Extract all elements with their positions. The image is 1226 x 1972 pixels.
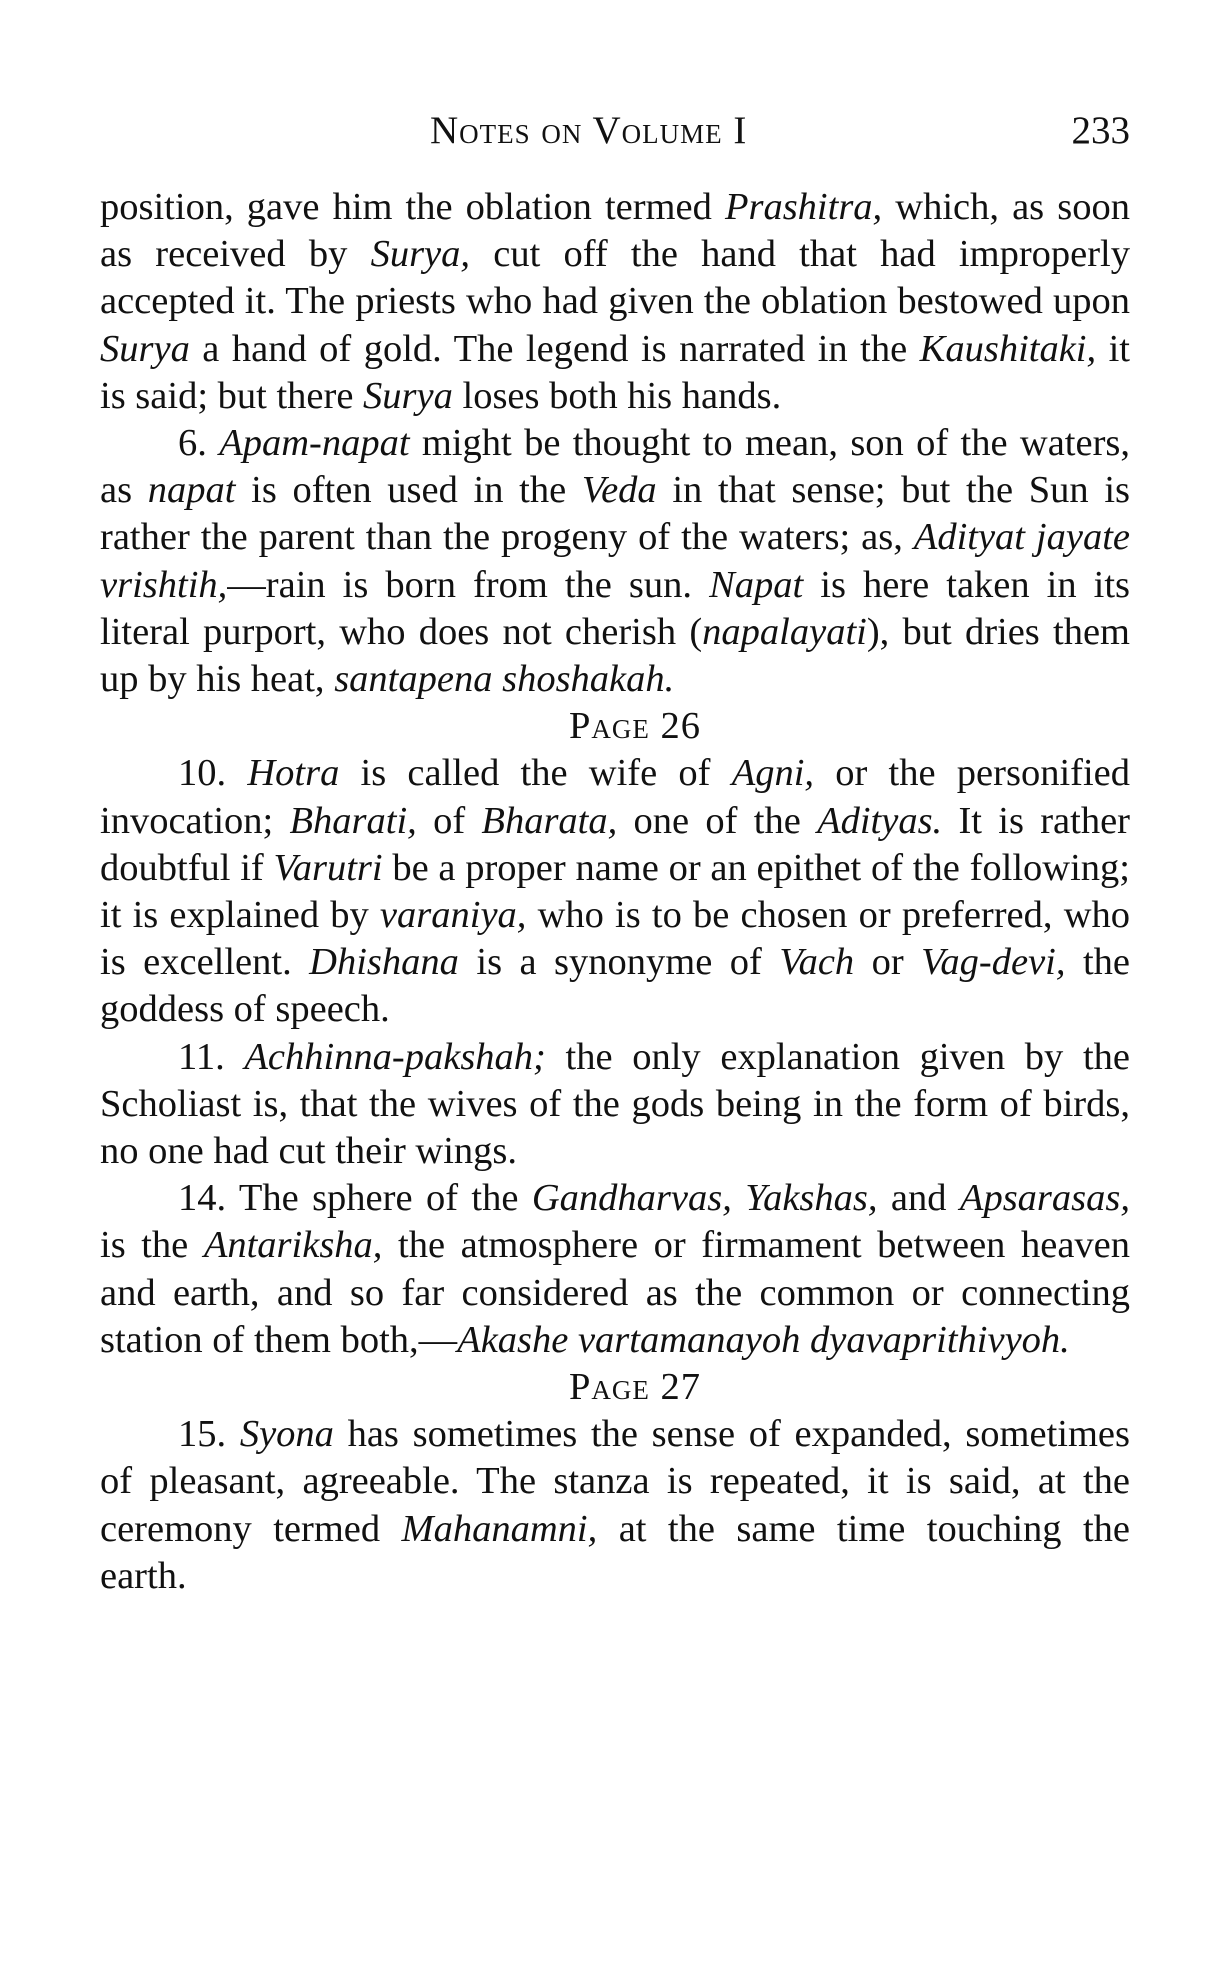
text-run: of xyxy=(416,799,482,842)
text-run: the only explanation given by the Scholiast is, that the wives of the gods being in the form of birds, no one had cut their wings. xyxy=(100,1035,1130,1173)
text-run: or the personified invocation; xyxy=(100,752,1130,842)
italic-run: Vag-devi, xyxy=(921,941,1066,984)
italic-run: Surya xyxy=(363,374,453,417)
text-run: position, gave him the oblation termed xyxy=(100,186,725,228)
text-run: might be thought to mean, son of the waters, as xyxy=(100,422,1131,512)
italic-run: napat xyxy=(147,469,236,512)
italic-run: Apsarasas, xyxy=(959,1177,1130,1220)
italic-run: Adityat jayate vrishtih, xyxy=(100,516,1130,606)
italic-run: santapena shoshakah. xyxy=(334,658,675,701)
text-run: is here taken in its literal purport, who does not cherish ( xyxy=(100,563,1131,653)
note-14 xyxy=(100,1175,1130,1364)
italic-run: Varutri xyxy=(273,846,383,889)
page-heading-26: Page 26 xyxy=(568,705,702,748)
text-run: has sometimes the sense of expanded, sometimes of pleasant, agreeable. The stanza is repeated, it is said, at the ceremony termed xyxy=(100,1413,1130,1550)
italic-run: Akashe vartamanayoh dyavaprithivyoh. xyxy=(457,1318,1070,1361)
note-15 xyxy=(100,1411,1130,1600)
note-10 xyxy=(100,750,1130,1033)
running-title: Notes on Volume I xyxy=(430,109,748,152)
text-run: 14. The sphere of the xyxy=(178,1177,532,1220)
book-page xyxy=(100,108,1130,1600)
italic-run: Bharata, xyxy=(481,799,618,842)
italic-run: Gandharvas, Yakshas, xyxy=(531,1177,878,1220)
text-run: a hand of gold. The legend is narrated in the xyxy=(189,327,920,370)
italic-run: Surya, xyxy=(370,233,471,276)
body-text xyxy=(100,184,1130,1600)
italic-run: varaniya, xyxy=(379,894,527,937)
text-run: one of the xyxy=(617,799,818,842)
italic-run: Agni, xyxy=(731,752,815,795)
text-run: or xyxy=(854,941,922,984)
text-run: in that sense; but the Sun is rather the parent than the progeny of the waters; as, xyxy=(100,469,1130,559)
text-run: is called the wife of xyxy=(339,752,732,795)
italic-run: Dhishana xyxy=(309,941,459,984)
text-run: 6. xyxy=(178,422,220,465)
italic-run: Mahanamni, xyxy=(401,1507,598,1550)
text-run: is often used in the xyxy=(235,469,582,512)
page-heading-27: Page 27 xyxy=(568,1366,702,1409)
text-run: the goddess of speech. xyxy=(100,941,1130,1031)
italic-run: Napat xyxy=(709,563,804,606)
italic-run: Syona xyxy=(239,1413,334,1456)
text-run: is a synonyme of xyxy=(458,941,780,984)
italic-run: Bharati, xyxy=(289,799,417,842)
text-run: be a proper name or an epithet of the following; it is explained by xyxy=(100,846,1130,937)
italic-run: Prashitra, xyxy=(724,186,883,228)
italic-run: Adityas. xyxy=(817,799,943,842)
text-run: 11. xyxy=(178,1035,245,1078)
italic-run: napalayati xyxy=(702,610,867,653)
text-run: It is rather doubtful if xyxy=(100,799,1130,889)
text-run: 10. xyxy=(178,752,248,795)
paragraph-continued xyxy=(100,184,1130,420)
text-run: and xyxy=(877,1177,960,1220)
italic-run: Veda xyxy=(581,469,657,512)
text-run: ), but dries them up by his heat, xyxy=(100,610,1130,701)
text-run: 15. xyxy=(178,1413,240,1456)
italic-run: Surya xyxy=(100,327,190,370)
note-11 xyxy=(100,1034,1130,1176)
text-run: is the xyxy=(100,1224,204,1267)
text-run: loses both his hands. xyxy=(452,374,782,417)
text-run: at the same time touching the earth. xyxy=(100,1507,1130,1597)
text-run: the atmosphere or firmament between heaven and earth, and so far considered as the common or connecting station of them both,— xyxy=(100,1224,1130,1361)
text-run: who is to be chosen or preferred, who is excellent. xyxy=(100,894,1130,984)
italic-run: Kaushitaki, xyxy=(919,327,1097,370)
text-run: —rain is born from the sun. xyxy=(227,563,710,606)
text-run: which, as soon as received by xyxy=(100,186,1130,276)
text-run: it is said; but there xyxy=(100,327,1130,417)
italic-run: Achhinna-pakshah; xyxy=(244,1035,546,1078)
note-6 xyxy=(100,420,1130,703)
running-head xyxy=(100,108,1130,168)
page-number: 233 xyxy=(1071,109,1130,152)
text-run: cut off the hand that had improperly accepted it. The priests who had given the oblation bestowed upon xyxy=(100,233,1130,323)
italic-run: Vach xyxy=(779,941,855,984)
italic-run: Hotra xyxy=(247,752,340,795)
italic-run: Antariksha, xyxy=(203,1224,383,1267)
italic-run: Apam-napat xyxy=(219,422,410,465)
